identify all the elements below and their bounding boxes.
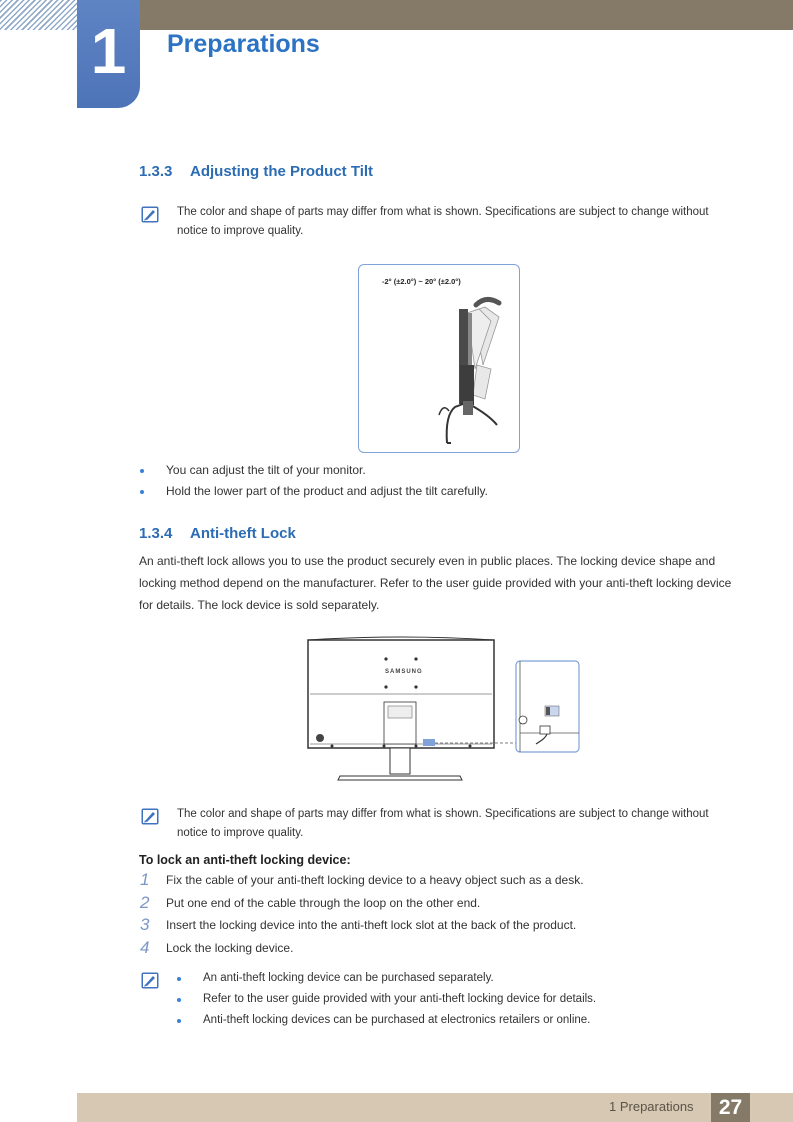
chapter-number-tab bbox=[77, 0, 140, 108]
section-title: Adjusting the Product Tilt bbox=[190, 163, 374, 180]
note-text-tilt: The color and shape of parts may differ from what is shown. Specifications are subject to change without notice to improve quality. bbox=[177, 206, 709, 237]
list-item bbox=[139, 869, 584, 892]
list-item bbox=[176, 1010, 596, 1031]
tilt-bullet-list bbox=[139, 460, 488, 502]
footer-label: 1 Preparations bbox=[609, 1099, 694, 1114]
bullet-dot-icon bbox=[177, 998, 181, 1002]
step-number: 4 bbox=[140, 937, 150, 957]
lock-steps-list bbox=[139, 869, 584, 959]
lock-paragraph: An anti-theft lock allows you to use the product securely even in public places. The locking device shape and locking method depend on the manufacturer. Refer to the user guide provided with your anti-theft locking device for details. The lock device is sold separately. bbox=[139, 554, 732, 612]
bullet-text: Anti-theft locking devices can be purchased at electronics retailers or online. bbox=[203, 1014, 591, 1026]
note-pencil-icon bbox=[141, 206, 159, 223]
lock-illustration bbox=[300, 630, 590, 790]
bullet-dot-icon bbox=[140, 490, 144, 494]
section-title: Anti-theft Lock bbox=[190, 525, 296, 542]
step-text: Put one end of the cable through the loop on the other end. bbox=[166, 895, 481, 910]
step-text: Fix the cable of your anti-theft locking device to a heavy object such as a desk. bbox=[166, 873, 584, 887]
list-item bbox=[139, 937, 584, 960]
section-heading-tilt bbox=[139, 163, 373, 180]
note-pencil-icon bbox=[141, 808, 159, 825]
list-item bbox=[139, 460, 488, 481]
tilt-angle-label: -2° (±2.0°) ~ 20° (±2.0°) bbox=[382, 277, 461, 286]
note-text-lock: The color and shape of parts may differ from what is shown. Specifications are subject to change without notice to improve quality. bbox=[177, 808, 709, 839]
tilt-figure bbox=[358, 264, 520, 453]
chapter-number: 1 bbox=[90, 15, 127, 87]
bullet-dot-icon bbox=[177, 977, 181, 981]
brand-label: SAMSUNG bbox=[385, 669, 423, 675]
note-pencil-icon bbox=[141, 972, 159, 989]
bullet-dot-icon bbox=[177, 1019, 181, 1023]
tilt-arrow-icon bbox=[476, 299, 499, 305]
bullet-text: An anti-theft locking device can be purchased separately. bbox=[203, 972, 494, 984]
step-number: 2 bbox=[140, 892, 150, 912]
header-bar bbox=[77, 0, 793, 30]
bullet-text: Refer to the user guide provided with your anti-theft locking device for details. bbox=[203, 993, 597, 1005]
section-number: 1.3.3 bbox=[139, 163, 173, 180]
bullet-text: Hold the lower part of the product and adjust the tilt carefully. bbox=[166, 484, 488, 498]
bullet-dot-icon bbox=[140, 469, 144, 473]
lock-note-bullet-list bbox=[176, 968, 596, 1031]
page-number: 27 bbox=[711, 1093, 750, 1122]
list-item bbox=[176, 989, 596, 1010]
step-number: 3 bbox=[140, 915, 150, 934]
tilt-illustration bbox=[359, 265, 519, 452]
step-number: 1 bbox=[140, 870, 150, 889]
chapter-title: Preparations bbox=[167, 30, 320, 58]
list-item bbox=[139, 892, 584, 915]
list-item bbox=[139, 481, 488, 502]
section-number: 1.3.4 bbox=[139, 525, 173, 542]
step-text: Lock the locking device. bbox=[166, 940, 294, 955]
bullet-text: You can adjust the tilt of your monitor. bbox=[166, 463, 366, 477]
step-text: Insert the locking device into the anti-theft lock slot at the back of the product. bbox=[166, 918, 577, 932]
header-hatch-decoration bbox=[0, 0, 77, 30]
list-item bbox=[139, 914, 584, 937]
steps-heading: To lock an anti-theft locking device: bbox=[139, 853, 351, 867]
list-item bbox=[176, 968, 596, 989]
section-heading-lock bbox=[139, 525, 296, 542]
